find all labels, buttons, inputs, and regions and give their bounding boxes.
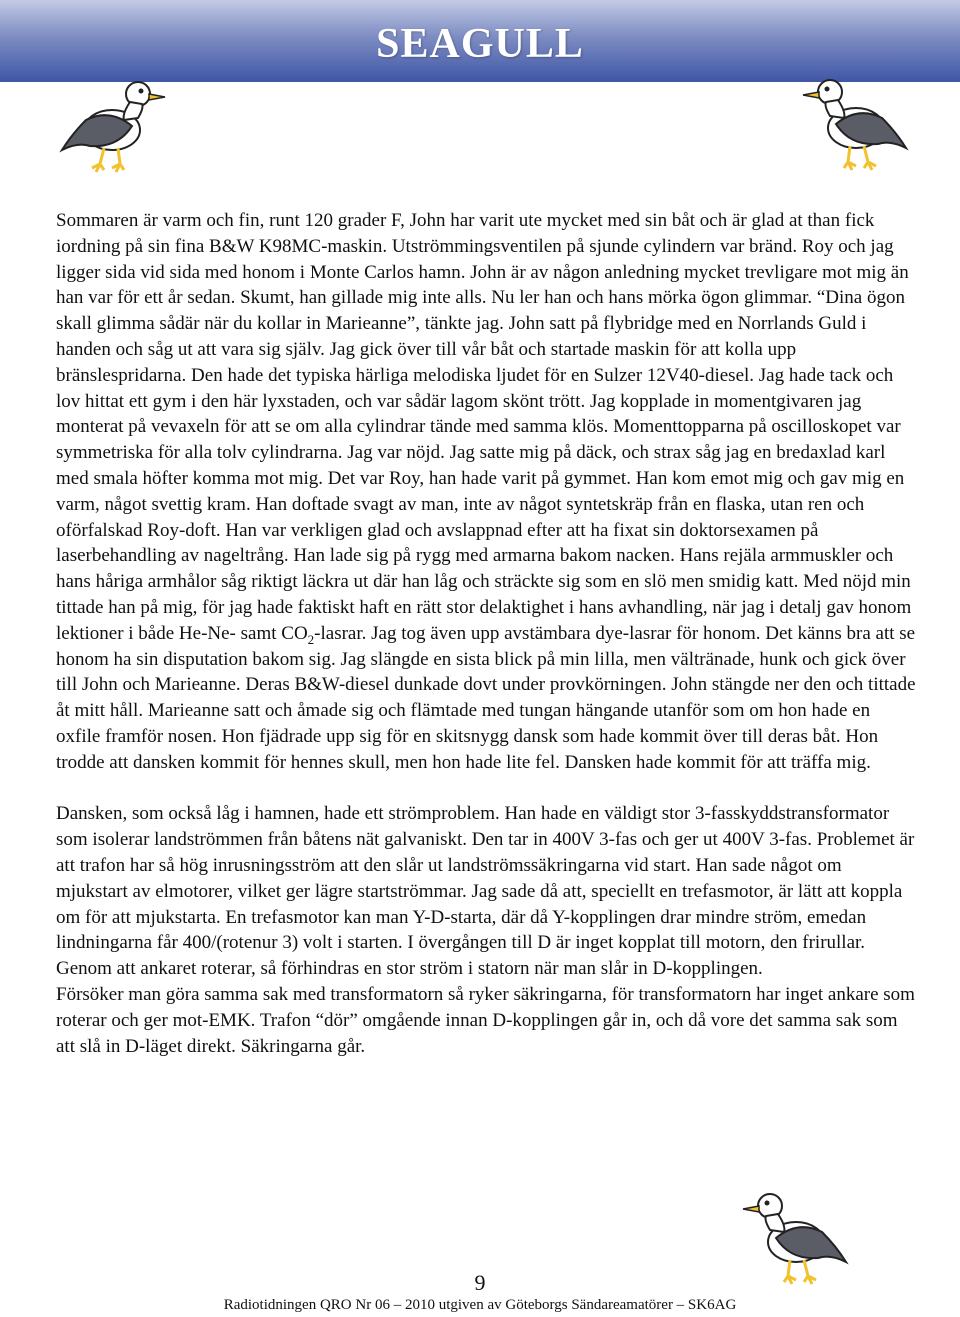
seagull-icon — [798, 66, 916, 174]
subscript: 2 — [307, 631, 315, 647]
paragraph: Dansken, som också låg i hamnen, hade ett strömproblem. Han hade en väldigt stor 3-fasskyddstransformator som isolerar landströmmen från båtens nät galvaniskt. Den tar in 400V 3-fas och ger ut 400V 3-fas. Problemet är att trafon har så hög inrusningsström att den slår ut landströmssäkringarna vid start. Han sade något om mjukstart av elmotorer, vilket ger lägre startströmmar. Jag sade då att, speciellt en trefasmotor, är lätt att koppla om för att mjukstarta. En trefasmotor kan man Y-D-starta, där då Y-kopplingen drar mindre ström, emedan lindningarna får 400/(rotenur 3) volt i starten. I övergången till D är inget kopplat till motorn, den frirullar. Genom att ankaret roterar, så förhindras en stor ström i statorn när man slår in D-kopplingen. — [56, 803, 915, 980]
paragraph: Försöker man göra samma sak med transformatorn så ryker säkringarna, för transformatorn har inget ankare som roterar och ger mot-EMK. Trafon “dör” omgående innan D-kopplingen går in, och då vore det samma sak som att slå in D-läget direkt. Säkringarna går. — [56, 983, 915, 1057]
seagull-icon — [52, 68, 170, 176]
page-title: SEAGULL — [376, 21, 584, 67]
paragraph-text: Sommaren är varm och fin, runt 120 grader F, John har varit ute mycket med sin båt och är glad at than fick iordning på sin fina B&W K98MC-maskin. Utströmmingsventilen på sjunde cylindern var bränd. Roy och jag ligger sida vid sida med honom i Monte Carlos hamn. John är av någon anledning mycket trevligare mot mig än han var för ett år sedan. Skumt, han gillade mig inte alls. Nu ler han och hans mörka ögon glimmar. “Dina ögon skall glimma sådär när du kollar in Marieanne”, tänkte jag. John satt på flybridge med en Norrlands Guld i handen och såg ut att vara sig själv. Jag gick över till vår båt och startade maskin för att kolla upp bränslespridarna. Den hade det typiska härliga melodiska ljudet för en Sulzer 12V40-diesel. Jag hade tack och lov hittat ett gym i den här lyxstaden, och var sådär lagom skönt trött. Jag kopplade in momentgivaren jag monterat på vevaxeln för att se om alla cylindrar tände med samma klös. Momenttopparna på oscilloskopet var symmetriska för alla tolv cylindrarna. Jag var nöjd. Jag satte mig på däck, och strax såg jag en bredaxlad karl med smala höfter komma mot mig. Det var Roy, han hade varit på gymmet. Han kom emot mig och gav mig en varm, något svettig kram. Han doftade svagt av man, inte av något syntetskräp från en flaska, utan ren och oförfalskad Roy-doft. Han var verkligen glad och avslappnad efter att ha fixat sin doktorsexamen på laserbehandling av nageltrång. Han lade sig på rygg med armarna bakom nacken. Hans rejäla armmuskler och hans håriga armhålor såg riktigt läckra ut där han låg och sträckte sig som en slö men smidig katt. Med nöjd min tittade han på mig, för jag hade faktiskt haft en rätt stor delaktighet i hans avhandling, när jag i detalj gav honom lektioner i både He-Ne- samt CO — [56, 210, 912, 644]
paragraph — [56, 208, 916, 776]
footer-text: Radiotidningen QRO Nr 06 – 2010 utgiven av Göteborgs Sändareamatörer – SK6AG — [223, 1297, 737, 1313]
paragraph-text: -lasrar. Jag tog även upp avstämbara dye-lasrar för honom. Det känns bra att se honom ha sin disputation bakom sig. Jag slängde en sista blick på min lilla, men vältränade, hunk och gick över till John och Marieanne. Deras B&W-diesel dunkade dovt under provkörningen. John stängde ner den och tittade åt mitt håll. Marieanne satt och åmade sig och flämtade med tungan hängande utanför som om hon hade en oxfile framför nosen. Hon fjädrade upp sig för en skitsnygg dansk som hade kommit över till deras båt. Hon trodde att dansken kommit för hennes skull, men hon hade lite fel. Dansken hade kommit för att träffa mig. — [56, 622, 916, 773]
article-body — [56, 208, 916, 1059]
page-number: 9 — [474, 1270, 486, 1295]
